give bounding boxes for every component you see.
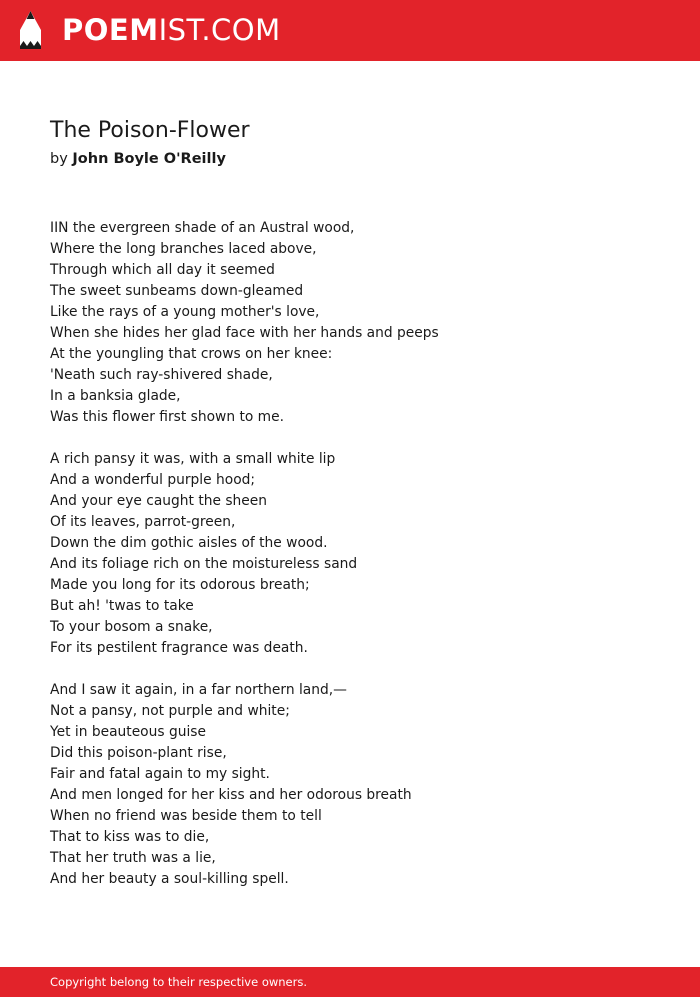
poem-line: Through which all day it seemed xyxy=(50,262,275,278)
poem-line: At the youngling that crows on her knee: xyxy=(50,346,333,362)
stanza xyxy=(50,680,650,890)
poem-line: Fair and fatal again to my sight. xyxy=(50,766,270,782)
site-footer xyxy=(0,967,700,997)
stanza xyxy=(50,449,650,659)
poem-line: When she hides her glad face with her hands and peeps xyxy=(50,325,439,341)
poem-line: For its pestilent fragrance was death. xyxy=(50,640,308,656)
site-header xyxy=(0,0,700,61)
poem-line: And men longed for her kiss and her odorous breath xyxy=(50,787,412,803)
site-logo-link[interactable] xyxy=(62,13,281,47)
poem-line: Yet in beauteous guise xyxy=(50,724,206,740)
poem-body xyxy=(50,218,650,911)
poem-line: Made you long for its odorous breath; xyxy=(50,577,310,593)
copyright-notice: Copyright belong to their respective owners. xyxy=(50,975,308,989)
poem-line: And its foliage rich on the moistureless sand xyxy=(50,556,358,572)
poem-line: That to kiss was to die, xyxy=(50,829,210,845)
poem-line: Did this poison-plant rise, xyxy=(50,745,227,761)
poem-line: Down the dim gothic aisles of the wood. xyxy=(50,535,328,551)
poem-line: To your bosom a snake, xyxy=(50,619,213,635)
poem-line: That her truth was a lie, xyxy=(50,850,216,866)
poem-title: The Poison-Flower xyxy=(50,118,250,143)
author-name: John Boyle O'Reilly xyxy=(72,151,226,167)
poem-line: 'Neath such ray-shivered shade, xyxy=(50,367,273,383)
pencil-tip-icon xyxy=(18,10,43,51)
poem-line: The sweet sunbeams down-gleamed xyxy=(50,283,304,299)
poem-line: When no friend was beside them to tell xyxy=(50,808,322,824)
poem-line: Was this flower first shown to me. xyxy=(50,409,284,425)
poem-line: But ah! 'twas to take xyxy=(50,598,194,614)
poem-line: IIN the evergreen shade of an Austral wood, xyxy=(50,220,355,236)
brand-bold: POEM xyxy=(62,13,159,47)
poem-line: Where the long branches laced above, xyxy=(50,241,317,257)
poem-line: And your eye caught the sheen xyxy=(50,493,268,509)
poem-line: And her beauty a soul-killing spell. xyxy=(50,871,289,887)
poem-line: Not a pansy, not purple and white; xyxy=(50,703,290,719)
byline xyxy=(50,148,226,170)
poem-line: And I saw it again, in a far northern land,— xyxy=(50,682,347,698)
by-label: by xyxy=(50,151,68,167)
poem-line: Like the rays of a young mother's love, xyxy=(50,304,320,320)
poem-line: And a wonderful purple hood; xyxy=(50,472,256,488)
poem-line: In a banksia glade, xyxy=(50,388,181,404)
poem-line: A rich pansy it was, with a small white lip xyxy=(50,451,336,467)
stanza xyxy=(50,218,650,428)
poem-line: Of its leaves, parrot-green, xyxy=(50,514,236,530)
brand-light: IST.COM xyxy=(158,13,281,47)
